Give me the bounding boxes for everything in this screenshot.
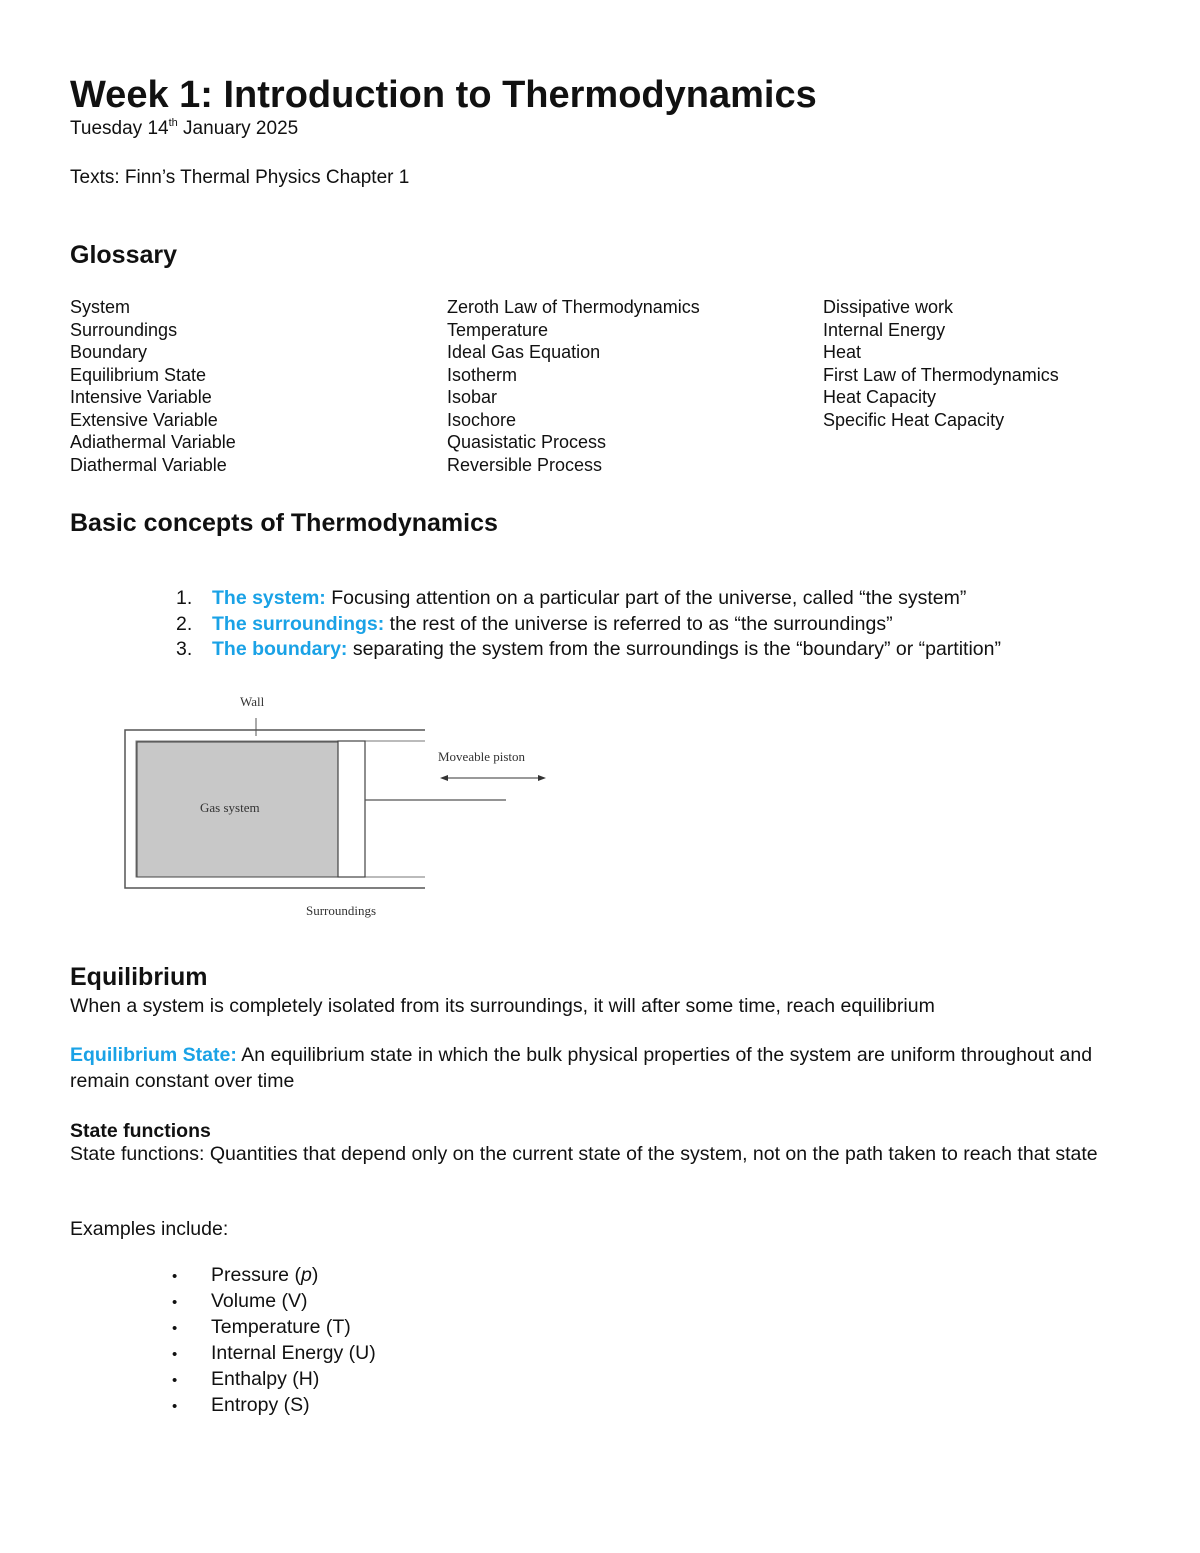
bullet-glyph: • bbox=[172, 1294, 178, 1311]
list-item bbox=[176, 612, 1001, 638]
bullet-glyph: • bbox=[172, 1398, 178, 1415]
concept-term: The surroundings: bbox=[212, 612, 385, 635]
bullet-glyph: • bbox=[172, 1268, 178, 1285]
glossary-term: Zeroth Law of Thermodynamics bbox=[447, 297, 700, 317]
glossary-term: First Law of Thermodynamics bbox=[823, 364, 1059, 385]
concept-term: The system: bbox=[212, 587, 326, 609]
date-suffix: January 2025 bbox=[177, 118, 299, 139]
list-number: 2. bbox=[176, 612, 193, 635]
surroundings-label: Surroundings bbox=[306, 903, 377, 918]
list-item bbox=[172, 1315, 376, 1341]
example-name: Pressure ( bbox=[211, 1264, 301, 1286]
glossary-term: Ideal Gas Equation bbox=[447, 342, 601, 362]
glossary-term: Heat bbox=[823, 342, 862, 362]
example-name: Enthalpy (H) bbox=[211, 1368, 320, 1390]
glossary-term: Isochore bbox=[447, 409, 517, 430]
piston-label: Moveable piston bbox=[438, 749, 526, 764]
concept-description: Focusing attention on a particular part of the universe, called “the system” bbox=[325, 587, 967, 609]
piston-head bbox=[338, 741, 365, 877]
list-item bbox=[172, 1341, 376, 1367]
example-close: ) bbox=[311, 1264, 319, 1286]
lecture-date bbox=[70, 117, 298, 141]
glossary-term: Diathermal Variable bbox=[70, 454, 227, 475]
state-functions-heading: State functions bbox=[70, 1120, 211, 1142]
list-item bbox=[172, 1367, 376, 1393]
date-prefix: Tuesday 14 bbox=[70, 118, 169, 139]
glossary-term: Boundary bbox=[70, 342, 148, 362]
concept-description: the rest of the universe is referred to as “the surroundings” bbox=[384, 612, 893, 635]
bullet-glyph: • bbox=[172, 1372, 178, 1389]
date-superscript: th bbox=[168, 117, 178, 129]
state-function-examples bbox=[172, 1263, 376, 1419]
glossary-heading: Glossary bbox=[70, 241, 178, 269]
glossary-term: Isotherm bbox=[447, 364, 518, 385]
list-item bbox=[172, 1263, 376, 1289]
example-name: Internal Energy (U) bbox=[211, 1342, 376, 1364]
gas-label: Gas system bbox=[200, 800, 260, 815]
equilibrium-state-text: An equilibrium state in which the bulk physical properties of the system are uniform throughout and remain constant over time bbox=[70, 1044, 1093, 1092]
list-item bbox=[176, 637, 1001, 663]
state-functions-definition: State functions: Quantities that depend only on the current state of the system, not on the path taken to reach that state bbox=[70, 1143, 1098, 1165]
glossary-term: Equilibrium State bbox=[70, 364, 207, 385]
glossary-term: System bbox=[70, 297, 131, 317]
example-name: Volume (V) bbox=[211, 1290, 308, 1312]
equilibrium-state-term: Equilibrium State: bbox=[70, 1044, 237, 1066]
glossary-term: Adiathermal Variable bbox=[70, 432, 236, 452]
equilibrium-heading: Equilibrium bbox=[70, 963, 208, 991]
list-item bbox=[172, 1393, 376, 1419]
glossary-term: Intensive Variable bbox=[70, 387, 212, 407]
list-number: 3. bbox=[176, 638, 193, 660]
glossary-term: Extensive Variable bbox=[70, 409, 218, 430]
gas-piston-diagram bbox=[100, 690, 580, 930]
basic-concepts-heading: Basic concepts of Thermodynamics bbox=[70, 509, 498, 537]
glossary-term: Quasistatic Process bbox=[447, 432, 607, 452]
wall-label: Wall bbox=[240, 694, 265, 709]
page-title: Week 1: Introduction to Thermodynamics bbox=[70, 74, 817, 116]
list-number: 1. bbox=[176, 587, 193, 609]
example-name: Entropy (S) bbox=[211, 1394, 310, 1416]
arrow-head-left bbox=[440, 775, 448, 781]
equilibrium-intro: When a system is completely isolated from its surroundings, it will after some time, reach equilibrium bbox=[70, 995, 935, 1017]
glossary-term: Reversible Process bbox=[447, 454, 603, 475]
glossary-column-3 bbox=[823, 296, 1059, 431]
bullet-glyph: • bbox=[172, 1346, 178, 1363]
bullet-glyph: • bbox=[172, 1320, 178, 1337]
example-name: Temperature (T) bbox=[211, 1316, 351, 1338]
glossary-term: Dissipative work bbox=[823, 297, 954, 317]
glossary-term: Surroundings bbox=[70, 319, 178, 340]
list-item bbox=[172, 1289, 376, 1315]
basic-concepts-list bbox=[176, 586, 1001, 663]
glossary-term: Heat Capacity bbox=[823, 387, 937, 407]
equilibrium-state-paragraph bbox=[70, 1043, 1130, 1094]
glossary-term: Temperature bbox=[447, 319, 549, 340]
glossary-term: Internal Energy bbox=[823, 319, 946, 340]
glossary-term: Isobar bbox=[447, 387, 498, 407]
glossary-term: Specific Heat Capacity bbox=[823, 409, 1005, 430]
example-symbol: p bbox=[300, 1264, 312, 1286]
glossary-column-1 bbox=[70, 296, 236, 476]
concept-term: The boundary: bbox=[212, 638, 348, 660]
arrow-head-right bbox=[538, 775, 546, 781]
examples-intro: Examples include: bbox=[70, 1218, 229, 1240]
texts-reference: Texts: Finn’s Thermal Physics Chapter 1 bbox=[70, 167, 410, 188]
glossary-column-2 bbox=[447, 296, 700, 476]
concept-description: separating the system from the surroundings is the “boundary” or “partition” bbox=[347, 638, 1001, 660]
list-item bbox=[176, 586, 1001, 612]
